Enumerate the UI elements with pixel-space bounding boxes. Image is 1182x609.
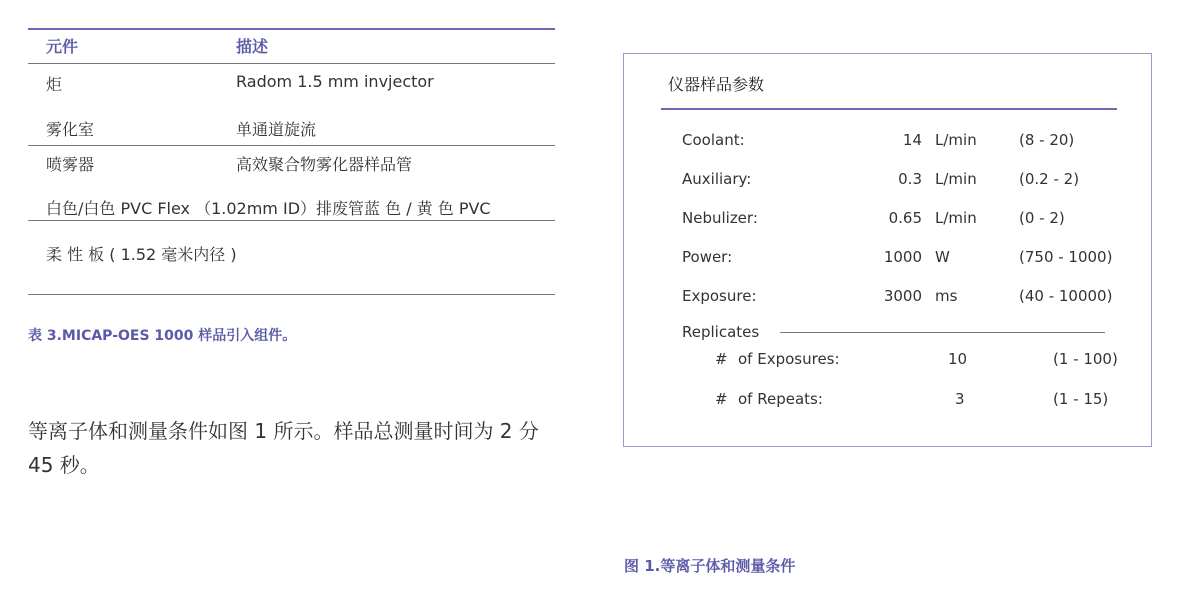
param-value: 3000 [883, 287, 922, 305]
table-extra-line: 柔 性 板 ( 1.52 毫米内径 ) [46, 245, 237, 264]
panel-title: 仪器样品参数 [668, 75, 765, 94]
table-row-component: 喷雾器 [46, 155, 95, 174]
replicate-range: (1 - 100) [1053, 350, 1118, 368]
table-row-description: 单通道旋流 [236, 120, 317, 139]
table-header-rule [28, 63, 555, 64]
param-range: (40 - 10000) [1019, 287, 1113, 305]
param-label: Power: [682, 248, 733, 266]
table-header-component: 元件 [46, 37, 79, 56]
body-paragraph: 等离子体和测量条件如图 1 所示。样品总测量时间为 2 分 45 秒。 [28, 419, 539, 477]
param-label: Coolant: [682, 131, 745, 149]
table-row-description: Radom 1.5 mm invjector [236, 72, 434, 91]
table-header-description: 描述 [236, 37, 269, 56]
replicate-hash: # [715, 390, 728, 408]
table-row-description: 高效聚合物雾化器样品管 [236, 155, 413, 174]
param-range: (8 - 20) [1019, 131, 1075, 149]
panel-title-rule [661, 108, 1117, 110]
param-range: (0 - 2) [1019, 209, 1065, 227]
replicate-hash: # [715, 350, 728, 368]
replicate-value: 10 [948, 350, 968, 368]
param-value: 1000 [883, 248, 922, 266]
replicate-range: (1 - 15) [1053, 390, 1109, 408]
table-row-rule [28, 145, 555, 146]
replicate-label: of Repeats: [738, 390, 823, 408]
param-label: Auxiliary: [682, 170, 752, 188]
table-row-component: 炬 [46, 75, 63, 94]
param-unit: L/min [935, 131, 977, 149]
table-bottom-rule [28, 294, 555, 295]
param-range: (750 - 1000) [1019, 248, 1113, 266]
param-label: Nebulizer: [682, 209, 758, 227]
param-unit: ms [935, 287, 958, 305]
replicates-rule [780, 332, 1105, 333]
param-unit: L/min [935, 209, 977, 227]
figure-caption: 图 1.等离子体和测量条件 [624, 557, 796, 575]
table-row-rule [28, 220, 555, 221]
param-range: (0.2 - 2) [1019, 170, 1080, 188]
replicate-label: of Exposures: [738, 350, 840, 368]
param-value: 0.3 [898, 170, 922, 188]
replicates-label: Replicates [682, 323, 760, 341]
table-top-rule [28, 28, 555, 30]
table-row-component: 雾化室 [46, 120, 95, 139]
param-value: 0.65 [888, 209, 922, 227]
table-caption: 表 3.MICAP-OES 1000 样品引入组件。 [28, 328, 297, 344]
replicate-value: 3 [955, 390, 965, 408]
param-unit: L/min [935, 170, 977, 188]
param-unit: W [935, 248, 950, 266]
table-extra-line: 白色/白色 PVC Flex （1.02mm ID）排废管蓝 色 / 黄 色 PVC [46, 199, 491, 218]
param-value: 14 [902, 131, 922, 149]
param-label: Exposure: [682, 287, 757, 305]
